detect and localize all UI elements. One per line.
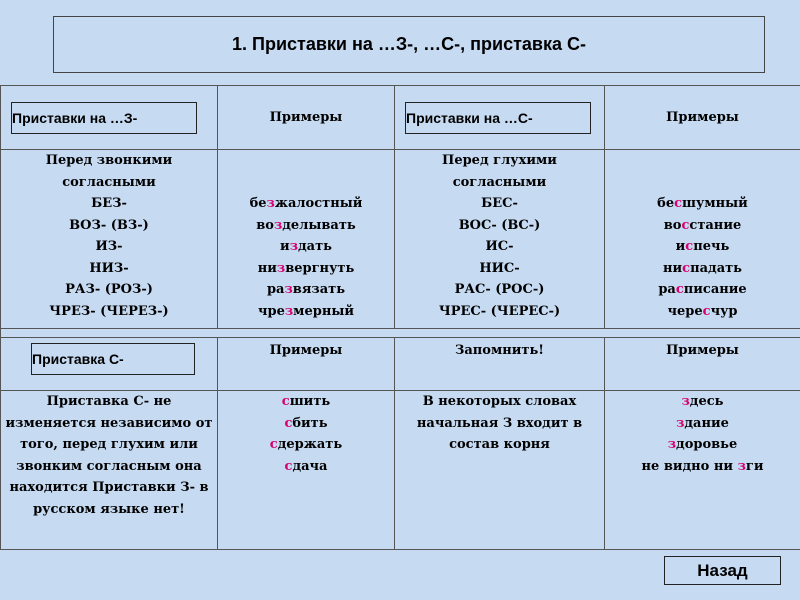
rule-line: ЧРЕЗ- (ЧЕРЕЗ-) [49,303,169,319]
rule-line: Приставка С- не [46,394,172,409]
examples-s-cell [605,150,800,329]
examples-z-list [218,150,394,322]
header-prefixes-s [395,86,605,150]
example-word: не видно ни зги [641,458,764,474]
remember-line: начальная З входит в [416,415,583,431]
rule-line: согласными [62,174,156,190]
example-word: чрезмерный [257,303,355,319]
rule-line: ЧРЕС- (ЧЕРЕС-) [438,303,561,319]
header-examples-s [605,86,800,150]
badge-prefixes-s: Приставки на …С- [405,102,591,134]
header-prefix-c [1,338,218,391]
page-title: 1. Приставки на …З-, …С-, приставка С- [53,16,765,73]
rule-line: Перед глухими [442,153,557,168]
rule-s-cell [395,150,605,329]
header-examples-z [218,86,395,150]
remember-cell [395,391,605,550]
examples-root-cell [605,391,800,550]
header-examples-root-label: Примеры [666,343,739,358]
prefixes-z-s-table [0,85,800,329]
header-remember-label: Запомнить! [454,343,545,358]
rule-line: ИС- [485,239,514,254]
example-word: здесь [681,394,724,409]
rule-line: РАЗ- (РОЗ-) [65,282,153,297]
example-word: сдача [284,458,328,474]
example-word: здание [676,415,729,431]
example-word: восстание [663,217,742,233]
example-word: здоровье [667,437,738,452]
examples-z-cell [218,150,395,329]
header-prefixes-z [1,86,218,150]
example-word: безжалостный [249,196,363,211]
example-word: сбить [284,415,328,431]
example-word: развязать [266,282,346,297]
rule-line: БЕЗ- [91,196,127,211]
example-word: испечь [675,239,730,254]
header-examples-s-label: Примеры [666,109,739,125]
examples-c-cell [218,391,395,550]
example-word: сшить [281,394,331,409]
badge-prefix-c: Приставка С- [31,343,195,375]
rule-c-cell [1,391,218,550]
example-word: сдержать [269,437,343,452]
example-word: издать [280,239,332,254]
example-word: расписание [658,282,747,297]
example-word: чересчур [667,303,738,319]
rule-line: Перед звонкими [45,153,173,168]
example-word: бесшумный [657,196,748,211]
header-examples-z-label: Примеры [269,109,343,125]
rule-line: РАС- (РОС-) [454,282,545,297]
example-word: ниспадать [663,260,742,276]
header-examples-c [218,338,395,391]
rule-line: находится Приставки З- в [9,480,209,495]
remember-line: В некоторых словах [422,394,577,409]
rule-line: ВОС- (ВС-) [458,217,541,233]
rule-line: НИЗ- [89,260,129,276]
back-button[interactable]: Назад [664,556,781,585]
rule-line: согласными [452,174,547,190]
prefix-c-table [0,337,800,550]
examples-c-list [218,391,394,477]
remember-line: состав корня [449,437,550,452]
rule-line: того, перед глухим или [20,437,198,452]
examples-root-list [605,391,800,477]
rule-line: русском языке нет! [33,501,185,517]
example-word: низвергнуть [257,260,355,276]
rule-line: ВОЗ- (ВЗ-) [69,217,149,233]
rule-line: звонким согласным она [16,458,202,474]
rule-line: НИС- [479,260,520,276]
examples-s-list [605,150,800,322]
rule-z-cell [1,150,218,329]
example-word: возделывать [256,217,356,233]
rule-line: БЕС- [481,196,518,211]
header-examples-c-label: Примеры [269,343,343,358]
rule-line: ИЗ- [95,239,123,254]
header-examples-root [605,338,800,391]
badge-prefixes-z: Приставки на …З- [11,102,197,134]
rule-line: изменяется независимо от [5,415,213,431]
header-remember [395,338,605,391]
